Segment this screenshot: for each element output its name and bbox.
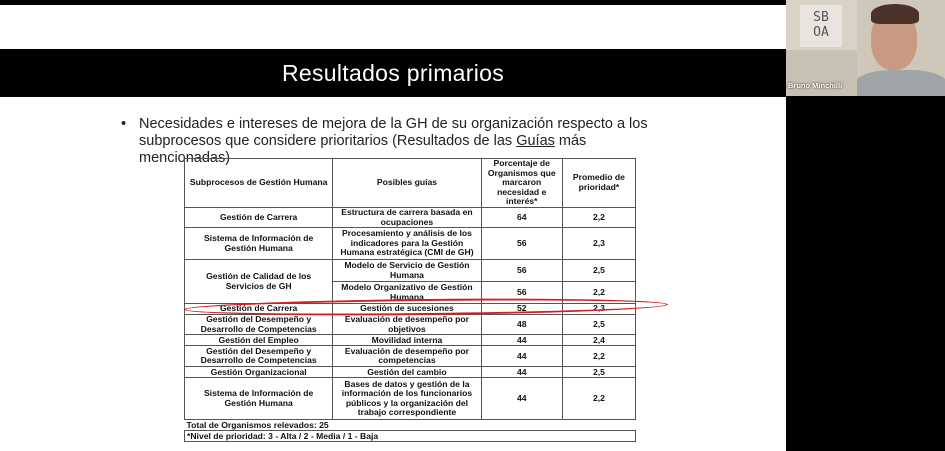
cell-subproceso: Gestión Organizacional [185,367,333,378]
bullet-underlined-word: Guías [516,133,555,149]
cell-porcentaje: 44 [481,346,562,367]
cell-guia: Estructura de carrera basada en ocupaciones [333,207,481,227]
footer-note-text: *Nivel de prioridad: 3 - Alta / 2 - Media / 1 - Baja [185,431,636,442]
cell-promedio: 2,5 [562,260,635,282]
header-subprocesos: Subprocesos de Gestión Humana [185,159,333,208]
participant-name-label: Bruno Minchilli [788,81,843,90]
cell-porcentaje: 56 [481,260,562,282]
cell-subproceso: Gestión de Carrera [185,207,333,227]
cell-subproceso: Gestión de Carrera [185,304,333,315]
wall-sign: SB OA [800,5,842,47]
cell-guia: Modelo Organizativo de Gestión Humana [333,282,481,304]
table-row [185,228,636,260]
cell-porcentaje: 64 [481,207,562,227]
cell-promedio: 2,2 [562,282,635,304]
cell-promedio: 2,3 [562,304,635,315]
table-footer-note [185,431,636,442]
cell-promedio: 2,2 [562,346,635,367]
table-header-row [185,159,636,208]
cell-porcentaje: 56 [481,282,562,304]
cell-subproceso: Sistema de Información de Gestión Humana [185,228,333,260]
bullet-text: Necesidades e intereses de mejora de la GH de su organización respecto a los subprocesos que considere prioritarios (Resultados de las Guías más mencionadas) [139,116,648,166]
table-row [185,378,636,420]
table-row [185,260,636,282]
presentation-slide [0,5,786,451]
participant-hair [871,4,919,24]
header-porcentaje: Porcentaje de Organismos que marcaron necesidad e interés* [481,159,562,208]
cell-guia: Movilidad interna [333,335,481,346]
table-row [185,207,636,227]
bullet-symbol: • [121,116,127,132]
header-guias: Posibles guías [333,159,481,208]
cell-promedio: 2,4 [562,335,635,346]
header-promedio: Promedio de prioridad* [562,159,635,208]
cell-promedio: 2,5 [562,367,635,378]
table-row [185,335,636,346]
cell-porcentaje: 44 [481,335,562,346]
table-row [185,315,636,335]
cell-guia: Gestión del cambio [333,367,481,378]
cell-promedio: 2,2 [562,207,635,227]
table-footer-total [185,420,636,431]
cell-subproceso: Gestión del Desempeño y Desarrollo de Competencias [185,346,333,367]
table-row [185,367,636,378]
participant-shoulders [857,70,945,96]
cell-promedio: 2,3 [562,228,635,260]
cell-guia: Procesamiento y análisis de los indicadores para la Gestión Humana estratégica (CMI de GH) [333,228,481,260]
cell-porcentaje: 52 [481,304,562,315]
cell-guia: Modelo de Servicio de Gestión Humana [333,260,481,282]
cell-subproceso: Sistema de Información de Gestión Humana [185,378,333,420]
slide-title: Resultados primarios [0,49,786,97]
cell-porcentaje: 56 [481,228,562,260]
cell-guia: Evaluación de desempeño por objetivos [333,315,481,335]
cell-guia: Gestión de sucesiones [333,304,481,315]
cell-subproceso: Gestión del Desempeño y Desarrollo de Competencias [185,315,333,335]
table-row [185,346,636,367]
cell-guia: Bases de datos y gestión de la información de los funcionarios públicos y la organización del trabajo correspondiente [333,378,481,420]
cell-subproceso: Gestión del Empleo [185,335,333,346]
video-tile-participant[interactable] [857,0,945,96]
cell-promedio: 2,2 [562,378,635,420]
cell-porcentaje: 44 [481,378,562,420]
footer-total-text: Total de Organismos relevados: 25 [185,420,636,431]
cell-porcentaje: 44 [481,367,562,378]
cell-porcentaje: 48 [481,315,562,335]
cell-promedio: 2,5 [562,315,635,335]
cell-guia: Evaluación de desempeño por competencias [333,346,481,367]
cell-subproceso: Gestión de Calidad de los Servicios de GH [185,260,333,304]
